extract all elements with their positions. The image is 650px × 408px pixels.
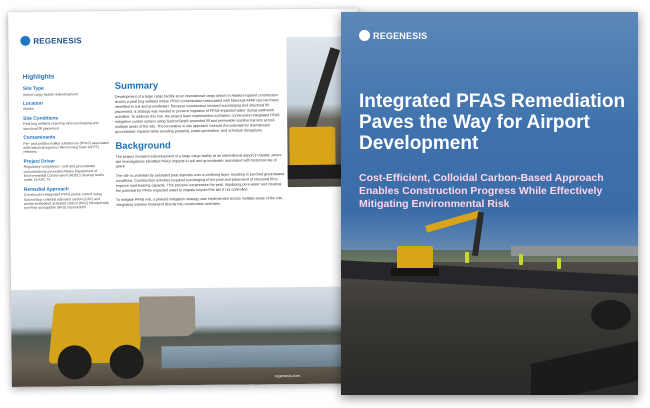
background-paragraph: To mitigate PFAS risk, a phased mitigation strategy was implemented across multiple areas of the site, integrating sorptive treatment directly into construction activities. (115, 195, 283, 207)
excavator-track-shape (288, 164, 348, 179)
highlights-title: Highlights (22, 73, 55, 81)
hangar-shape (511, 246, 638, 256)
website-url: regenesis.com (275, 373, 300, 379)
highlight-value: Alaska (22, 107, 34, 112)
geomembrane-liner (341, 260, 638, 294)
main-text-column (115, 79, 286, 212)
excavator-cab-shape (289, 127, 335, 169)
cover-brand-text: REGENESIS (373, 30, 428, 41)
cover-excavator-boom (425, 210, 481, 232)
back-brand-text: REGENESIS (33, 35, 82, 46)
background-paragraph: The project involved redevelopment of a large cargo facility at an international airport in Alaska, where site investigations identified PFAS impacts in soil and groundwater associated with historical use of AFFF. (115, 153, 282, 169)
wheel-loader-photo (11, 286, 362, 387)
back-brand-logo (20, 35, 82, 46)
highlight-value: Airport cargo facility redevelopment (22, 91, 78, 97)
highlights-sidebar (23, 73, 110, 216)
highlight-label: Location (22, 101, 43, 107)
highlight-label: Remedial Approach (23, 187, 69, 193)
regenesis-logo-icon (359, 30, 370, 41)
highlight-item (23, 86, 109, 97)
cover-brand-logo (359, 30, 427, 41)
summary-paragraph: Development of a large cargo facility at an international cargo airport in Alaska required construction across a peat bog wetland where PFAS contamination associated with historical AFFF use had been identified in soil and groundwater. Because construction involved surcharging and structural fill placement, a strategy was needed to prevent migration of PFAS-impacted water during earthwork activities. To address this risk, the project team implemented a phased, construction-integrated PFAS mitigation control system using SourceStop®-amended fill and permeable sorptive barriers across multiple areas of the site. The innovative in situ approach reduces the potential for downstream groundwater impacts while avoiding pumping, waste generation, and schedule disruptions. (114, 93, 280, 134)
highlight-value: Per- and polyfluoroalkyl substances (PFAS) associated with historical aqueous film-forming foam (AFFF) releases (23, 140, 109, 155)
highlight-item (24, 187, 110, 211)
loader-wheel (109, 345, 143, 379)
highlight-label: Site Conditions (23, 116, 59, 122)
worker-figure (519, 254, 523, 265)
case-study-back-page (8, 8, 362, 387)
highlight-label: Site Type (22, 86, 44, 92)
highlight-value: Construction-integrated PFAS plume control using SourceStop colloidal activated carbon (CAC) and plume-embedded activated carbon (PAC) blended with non-flow susceptible (NFS) structural fill (23, 192, 109, 211)
highlight-item (24, 159, 110, 183)
background-paragraph: The site is underlain by saturated peat deposits over a confining layer, resulting in perched groundwater conditions. Construction activities required surcharging of the peat and placement of structural fill to improve load-bearing capacity. This process compresses the peat, displacing pore water and creating the potential for PFAS-impacted water to migrate beyond the site if not controlled. (115, 171, 285, 193)
worker-figure (465, 252, 469, 263)
cover-title: Integrated PFAS Remediation Paves the Way for Airport Development (359, 91, 626, 154)
highlight-value: Peat bog wetland requiring land surcharging and structural fill placement (23, 121, 99, 131)
cover-subtitle: Cost-Efficient, Colloidal Carbon-Based Approach Enables Construction Progress While Effectively Mitigating Environmental Risk (359, 172, 604, 211)
worker-figure (557, 258, 561, 269)
loader-wheel (57, 345, 91, 379)
highlight-item (23, 116, 109, 131)
case-study-cover (341, 12, 638, 395)
highlight-label: Contaminants (23, 135, 56, 141)
water-area (162, 344, 362, 368)
cover-excavator-cab (397, 246, 433, 270)
liner-sheet (531, 340, 638, 395)
excavator-arm-shape (304, 47, 340, 136)
liner-roll (591, 300, 631, 330)
background-heading: Background (115, 140, 171, 152)
construction-ground (341, 262, 638, 395)
highlight-item (23, 101, 109, 112)
regenesis-logo-icon (20, 36, 30, 46)
summary-heading: Summary (114, 80, 159, 92)
loader-bucket-shape (139, 296, 195, 337)
cover-excavator-track (391, 268, 439, 276)
highlight-item (23, 135, 109, 155)
highlight-value: Regulatory compliance • Soil and groundwater concentrations exceeded Alaska Department of Environmental Conservation (ADEC) cleanup levels under 18 AAC 75 (23, 164, 104, 183)
highlight-label: Project Driver (23, 159, 56, 165)
